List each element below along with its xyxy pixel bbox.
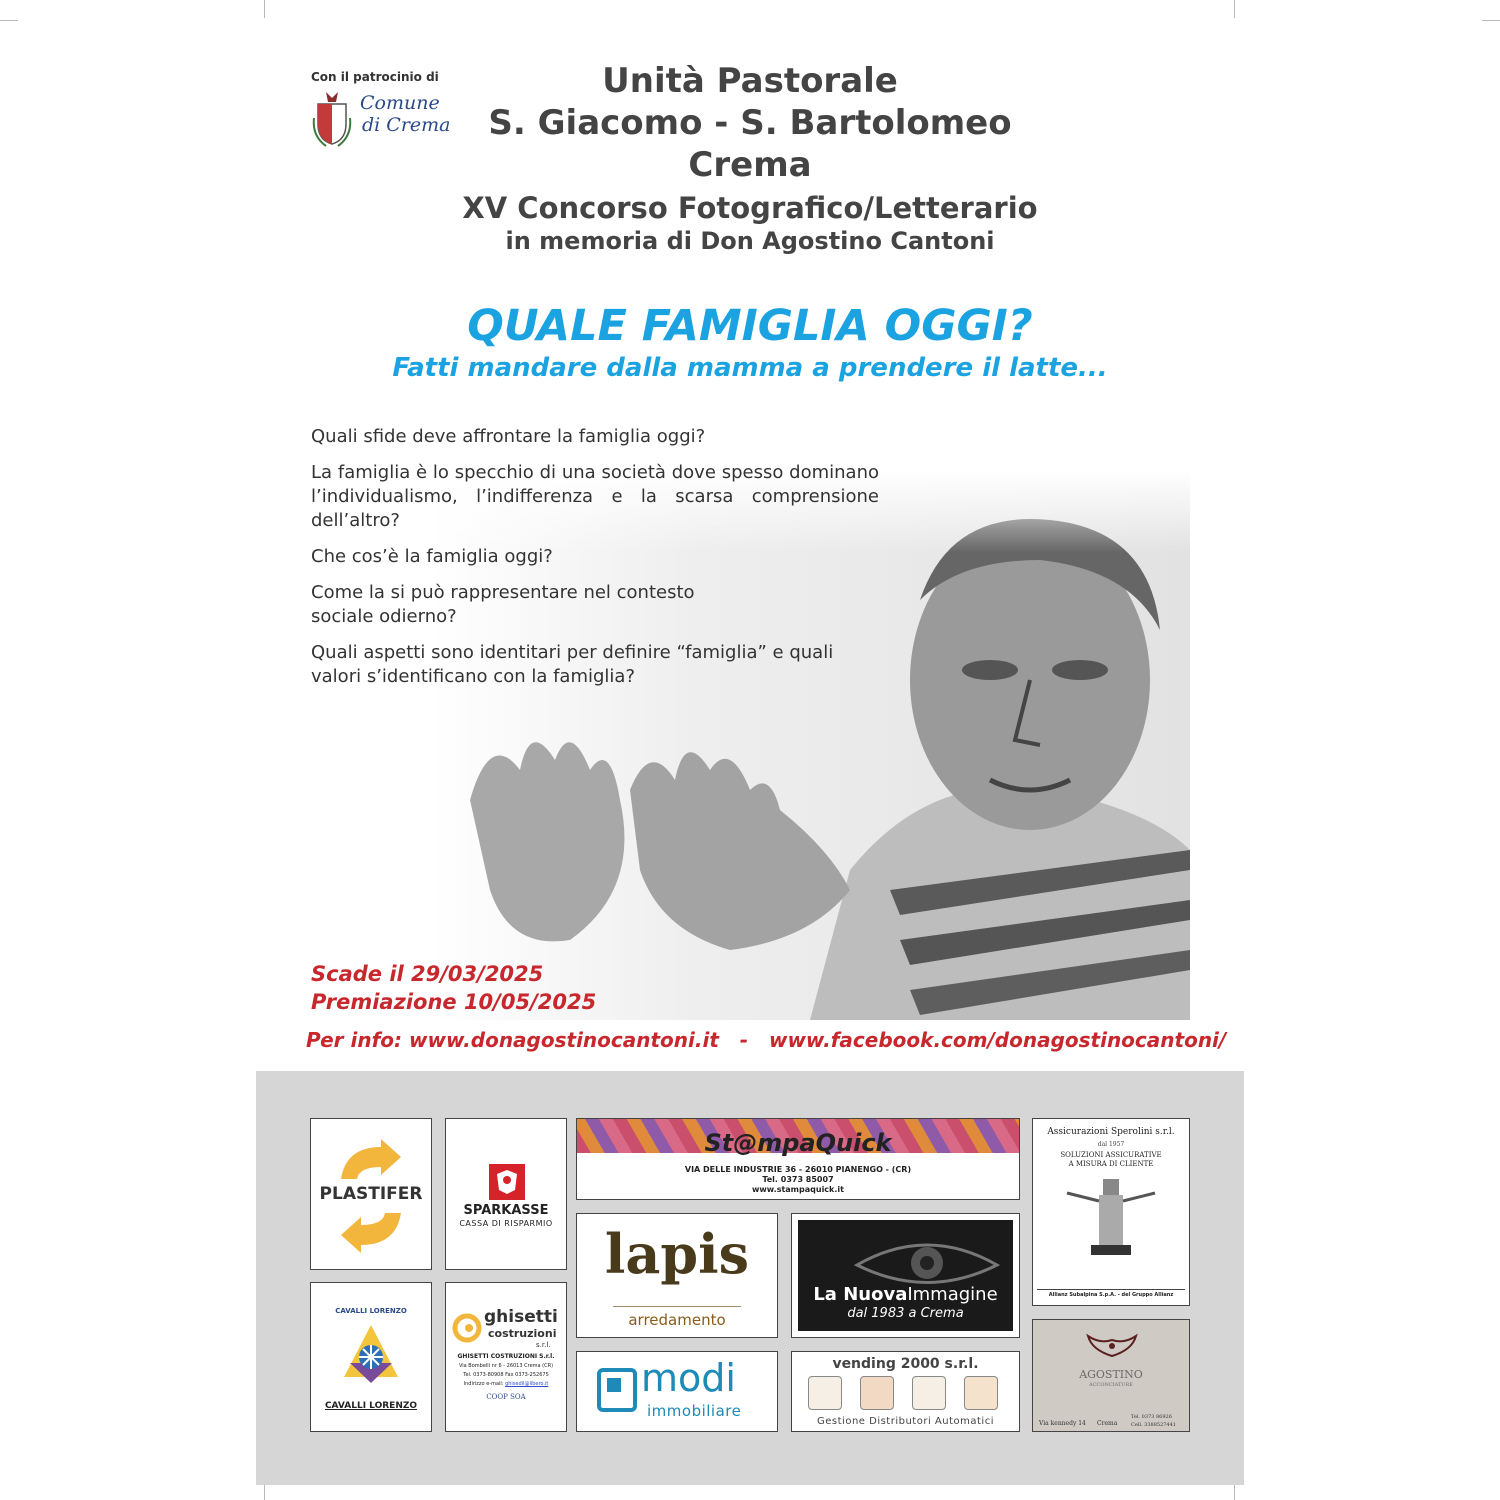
cavalli-name: CAVALLI LORENZO [324,1401,418,1411]
sperolini-tagline-2: A MISURA DI CLIENTE [1068,1160,1154,1168]
lapis-name: lapis [604,1222,750,1286]
vending-name: vending 2000 s.r.l. [832,1356,979,1372]
ghisetti-sub: costruzioni [488,1327,557,1340]
sponsor-ghisetti[interactable] [445,1282,567,1432]
agostino-logo-icon [1082,1330,1142,1360]
lapis-tagline: arredamento [628,1311,726,1329]
modi-name: modi [641,1356,736,1400]
question-5: Quali aspetti sono identitari per definire “famiglia” e quali valori s’identificano con la famiglia? [311,642,834,687]
vending-snack-icon [964,1376,998,1410]
sperolini-footer: Allianz Subalpina S.p.A. - del Gruppo Allianz [1037,1289,1185,1298]
page-title [350,60,1150,186]
theme-subtitle: Fatti mandare dalla mamma a prendere il latte... [392,353,1108,383]
cavalli-arc-text: CAVALLI LORENZO [335,1307,407,1315]
contest-line-1: XV Concorso Fotografico/Letterario [462,191,1038,225]
question-4: Come la si può rappresentare nel contesto sociale odierno? [311,582,695,627]
nuova-name [792,1284,1019,1305]
question-2: La famiglia è lo specchio di una società dove spesso dominano l’individualismo, l’indifferenza e la scarsa comprensione dell’altro? [311,462,879,531]
sponsor-cavalli[interactable] [310,1282,432,1432]
sponsor-nuova-immagine[interactable] [791,1213,1020,1338]
modi-logo-icon [597,1368,637,1412]
nuova-name-b: Immagine [907,1284,998,1305]
deadline-date: Scade il 29/03/2025 [311,962,544,986]
nuova-name-a: La Nuova [813,1284,908,1305]
stampaquick-address: VIA DELLE INDUSTRIE 36 - 26010 PIANENGO - (CR) [684,1165,912,1174]
nuova-tagline: dal 1983 a Crema [847,1306,964,1321]
nuova-eye-icon [847,1230,1007,1290]
vending-coffee-bean-icon [860,1376,894,1410]
agostino-address: Via kennedy 14 [1039,1420,1086,1427]
sponsors-panel [256,1071,1244,1485]
questions-block [311,425,879,701]
question-1: Quali sfide deve affrontare la famiglia oggi? [311,426,706,447]
question-3: Che cos’è la famiglia oggi? [311,546,553,567]
sparkasse-name: SPARKASSE [463,1203,549,1218]
sponsor-lapis[interactable] [576,1213,778,1338]
title-line-2: S. Giacomo - S. Bartolomeo [488,103,1012,143]
stampaquick-web: www.stampaquick.it [752,1185,844,1194]
ghisetti-email-line [446,1381,566,1387]
contest-line-2: in memoria di Don Agostino Cantoni [505,227,995,255]
ghisetti-tel: Tel. 0373-80908 Fax 0373-252675 [463,1372,549,1378]
ghisetti-email-label: Indirizzo e-mail: [463,1381,504,1387]
sponsor-stampaquick[interactable] [576,1118,1020,1200]
vending-icon-row [804,1374,1008,1412]
sponsor-sperolini[interactable] [1032,1118,1190,1306]
vending-cup-icon [912,1376,946,1410]
sperolini-figure-icon [1061,1173,1161,1263]
sponsor-agostino[interactable] [1032,1319,1190,1432]
comune-crest-icon [312,88,352,148]
ghisetti-srl: s.r.l. [536,1341,551,1349]
ghisetti-logo-icon [452,1313,482,1343]
agostino-name: AGOSTINO [1079,1368,1143,1381]
vending-tagline: Gestione Distributori Automatici [817,1416,994,1427]
agostino-sub: ACCONCIATURE [1089,1382,1133,1388]
stampaquick-tel: Tel. 0373 85007 [762,1175,834,1184]
contest-heading [350,190,1150,256]
ghisetti-cert: COOP SOA [486,1393,526,1401]
sperolini-since: dal 1957 [1097,1141,1125,1148]
agostino-tel: Tel. 0373 86926 [1131,1414,1172,1420]
lapis-divider [613,1306,741,1307]
sperolini-name: Assicurazioni Sperolini s.r.l. [1047,1127,1175,1137]
sponsor-modi[interactable] [576,1351,778,1432]
sponsor-vending[interactable] [791,1351,1020,1432]
patronage-label: Con il patrocinio di [311,70,439,84]
title-line-3: Crema [688,145,812,185]
theme-heading [250,300,1250,384]
sponsor-plastifer[interactable] [310,1118,432,1270]
plastifer-name: PLASTIFER [319,1184,423,1204]
info-links[interactable]: Per info: www.donagostinocantoni.it - www.facebook.com/donagostinocantoni/ [306,1028,1227,1052]
sponsor-sparkasse[interactable] [445,1118,567,1270]
title-line-1: Unità Pastorale [602,61,898,101]
theme-title: QUALE FAMIGLIA OGGI? [467,301,1033,351]
cavalli-snowflake-icon [336,1319,406,1389]
ghisetti-address: Via Bombelli nr 6 - 26013 Crema (CR) [458,1363,554,1369]
agostino-cell: Cell. 3388527441 [1131,1422,1176,1428]
vending-drop-icon [808,1376,842,1410]
modi-sub: immobiliare [647,1402,742,1420]
agostino-city: Crema [1097,1420,1118,1427]
award-date: Premiazione 10/05/2025 [311,990,597,1014]
ghisetti-email[interactable]: ghisedil@libero.it [505,1381,549,1387]
dates-block [311,960,596,1016]
sparkasse-logo-icon [489,1164,525,1200]
sperolini-tagline-1: SOLUZIONI ASSICURATIVE [1060,1151,1162,1159]
stampaquick-name: St@mpaQuick [704,1129,892,1157]
ghisetti-name: ghisetti [484,1307,558,1327]
comune-line1: Comune [360,92,440,114]
comune-line2: di Crema [362,114,451,136]
ghisetti-company: GHISETTI COSTRUZIONI S.r.l. [457,1353,555,1360]
sparkasse-tagline: CASSA DI RISPARMIO [459,1219,553,1228]
